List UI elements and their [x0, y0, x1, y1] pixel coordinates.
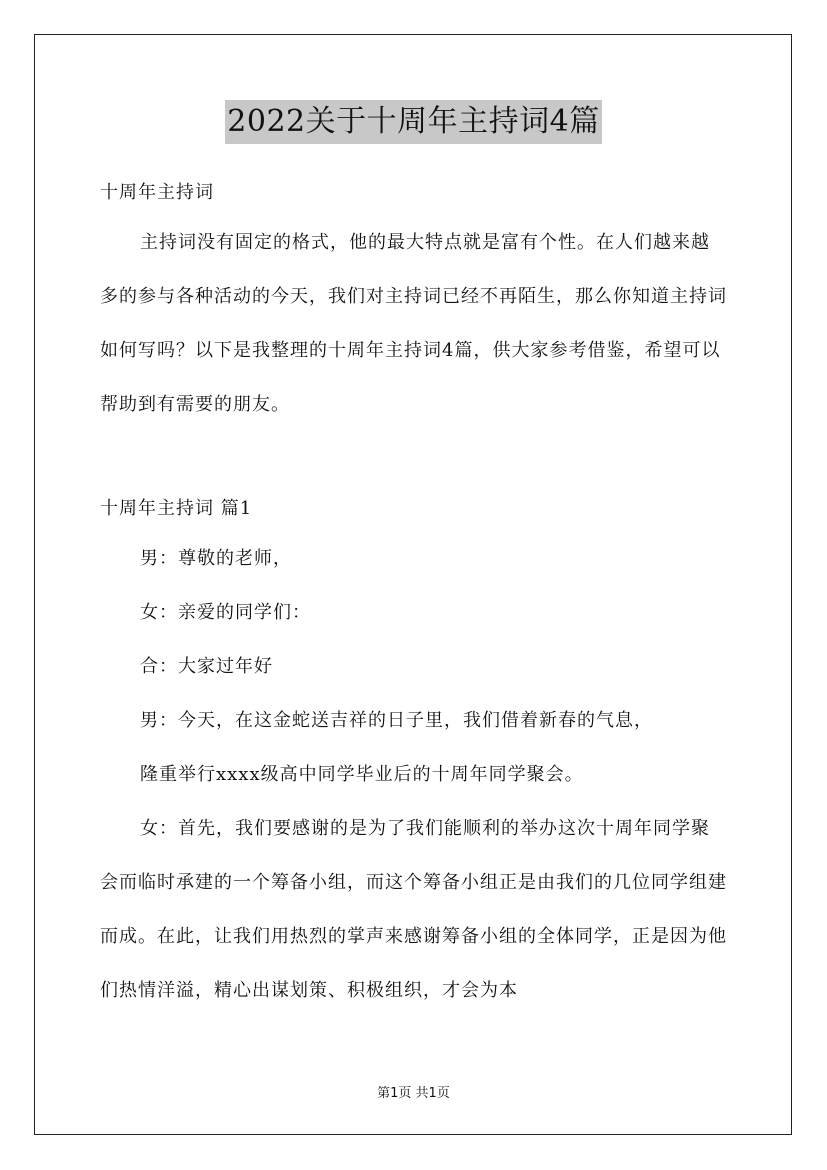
part-heading: 十周年主持词 篇1 [100, 498, 253, 519]
dialogue-line: 男：今天，在这金蛇送吉祥的日子里，我们借着新春的气息， [140, 710, 653, 731]
dialogue-line: 合：大家过年好 [140, 656, 273, 677]
dialogue-line: 女：亲爱的同学们： [140, 602, 311, 623]
dialogue-line: 隆重举行xxxx级高中同学毕业后的十周年同学聚会。 [140, 764, 584, 785]
section-heading: 十周年主持词 [100, 182, 214, 203]
dialogue-line: 男：尊敬的老师， [140, 548, 292, 569]
dialogue-paragraph: 女：首先，我们要感谢的是为了我们能顺利的举办这次十周年同学聚会而临时承建的一个筹备小组，而这个筹备小组正是由我们的几位同学组建而成。在此，让我们用热烈的掌声来感谢筹备小组的全体同学，正是因为他们热情洋溢，精心出谋划策、积极组织，才会为本 [100, 818, 727, 1001]
document-title: 2022关于十周年主持词4篇 [225, 100, 601, 144]
page-number: 第1页 共1页 [377, 1086, 450, 1101]
intro-paragraph: 主持词没有固定的格式，他的最大特点就是富有个性。在人们越来越多的参与各种活动的今天，我们对主持词已经不再陌生，那么你知道主持词如何写吗？以下是我整理的十周年主持词4篇，供大家参考借鉴，希望可以帮助到有需要的朋友。 [100, 232, 727, 415]
document-body [100, 170, 727, 1018]
document-title-wrap [0, 100, 827, 144]
spacer [100, 432, 727, 486]
